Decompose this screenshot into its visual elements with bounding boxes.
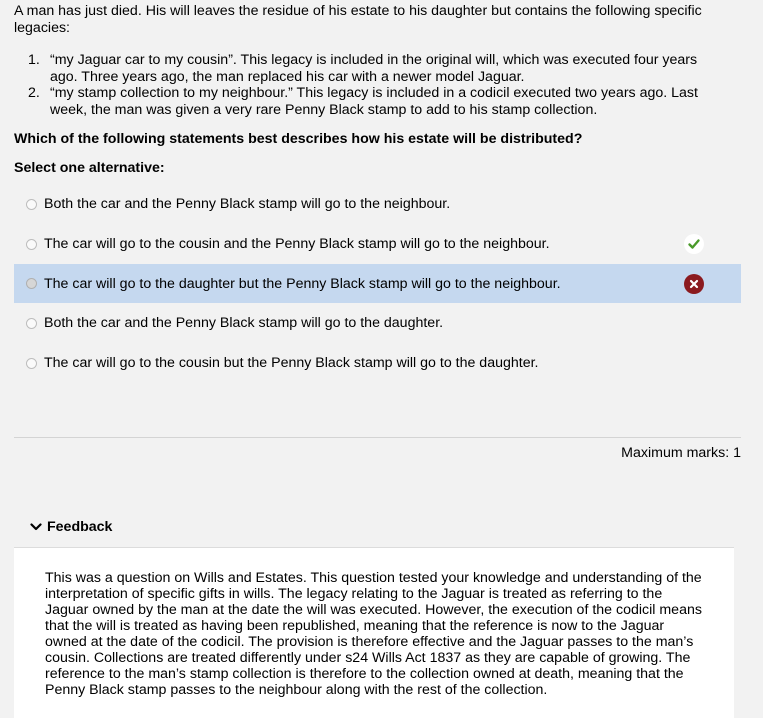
answer-option[interactable] bbox=[14, 184, 741, 224]
radio-button[interactable] bbox=[26, 278, 37, 289]
legacy-number: 2. bbox=[28, 85, 40, 101]
feedback-text: This was a question on Wills and Estates. This question tested your knowledge and understanding of the interpretation of specific gifts in wills. The legacy relating to the Jaguar is treated as referring to the Jaguar owned by the man at the date the will was executed. However, the execution of the codicil means that the will is treated as having been republished, meaning that the reference is now to the Jaguar owned at the date of the codicil. The provision is therefore effective and the Jaguar passes to the man’s cousin. Collections are treated differently under s24 Wills Act 1837 as they are capable of growing. The reference to the man’s stamp collection is therefore to the collection owned at death, meaning that the Penny Black stamp passes to the neighbour along with the rest of the collection. bbox=[45, 570, 702, 698]
answer-option[interactable] bbox=[14, 303, 741, 343]
radio-button[interactable] bbox=[26, 358, 37, 369]
question-text: Which of the following statements best describes how his estate will be distributed? bbox=[14, 131, 583, 147]
legacy-number: 1. bbox=[28, 52, 40, 68]
answer-option[interactable] bbox=[14, 343, 741, 383]
option-label: Both the car and the Penny Black stamp will go to the neighbour. bbox=[44, 196, 451, 212]
legacy-item bbox=[28, 85, 728, 118]
divider bbox=[14, 437, 741, 438]
option-label: The car will go to the cousin but the Penny Black stamp will go to the daughter. bbox=[44, 355, 539, 371]
option-label: Both the car and the Penny Black stamp will go to the daughter. bbox=[44, 315, 444, 331]
select-prompt: Select one alternative: bbox=[14, 160, 165, 176]
legacy-text: “my Jaguar car to my cousin”. This legacy is included in the original will, which was executed four years ago. Three years ago, the man replaced his car with a newer model Jaguar. bbox=[50, 52, 698, 85]
feedback-panel bbox=[14, 547, 734, 718]
answer-option[interactable] bbox=[14, 224, 741, 264]
feedback-title: Feedback bbox=[47, 519, 113, 535]
legacies-list bbox=[28, 52, 728, 118]
feedback-toggle[interactable] bbox=[30, 519, 112, 535]
answer-options bbox=[14, 184, 741, 383]
max-marks: Maximum marks: 1 bbox=[621, 445, 741, 461]
question-intro: A man has just died. His will leaves the residue of his estate to his daughter but contains the following specific legacies: bbox=[14, 3, 702, 36]
radio-button[interactable] bbox=[26, 239, 37, 250]
radio-button[interactable] bbox=[26, 318, 37, 329]
option-label: The car will go to the daughter but the Penny Black stamp will go to the neighbour. bbox=[44, 275, 561, 292]
legacy-item bbox=[28, 52, 728, 85]
legacy-text: “my stamp collection to my neighbour.” This legacy is included in a codicil executed two years ago. Last week, the man was given a very rare Penny Black stamp to add to his stamp collection. bbox=[50, 85, 698, 118]
chevron-down-icon bbox=[30, 522, 42, 532]
cross-icon bbox=[684, 274, 704, 294]
radio-button[interactable] bbox=[26, 199, 37, 210]
check-icon bbox=[684, 234, 704, 254]
answer-option-selected[interactable] bbox=[14, 264, 741, 303]
option-label: The car will go to the cousin and the Penny Black stamp will go to the neighbour. bbox=[44, 236, 550, 252]
